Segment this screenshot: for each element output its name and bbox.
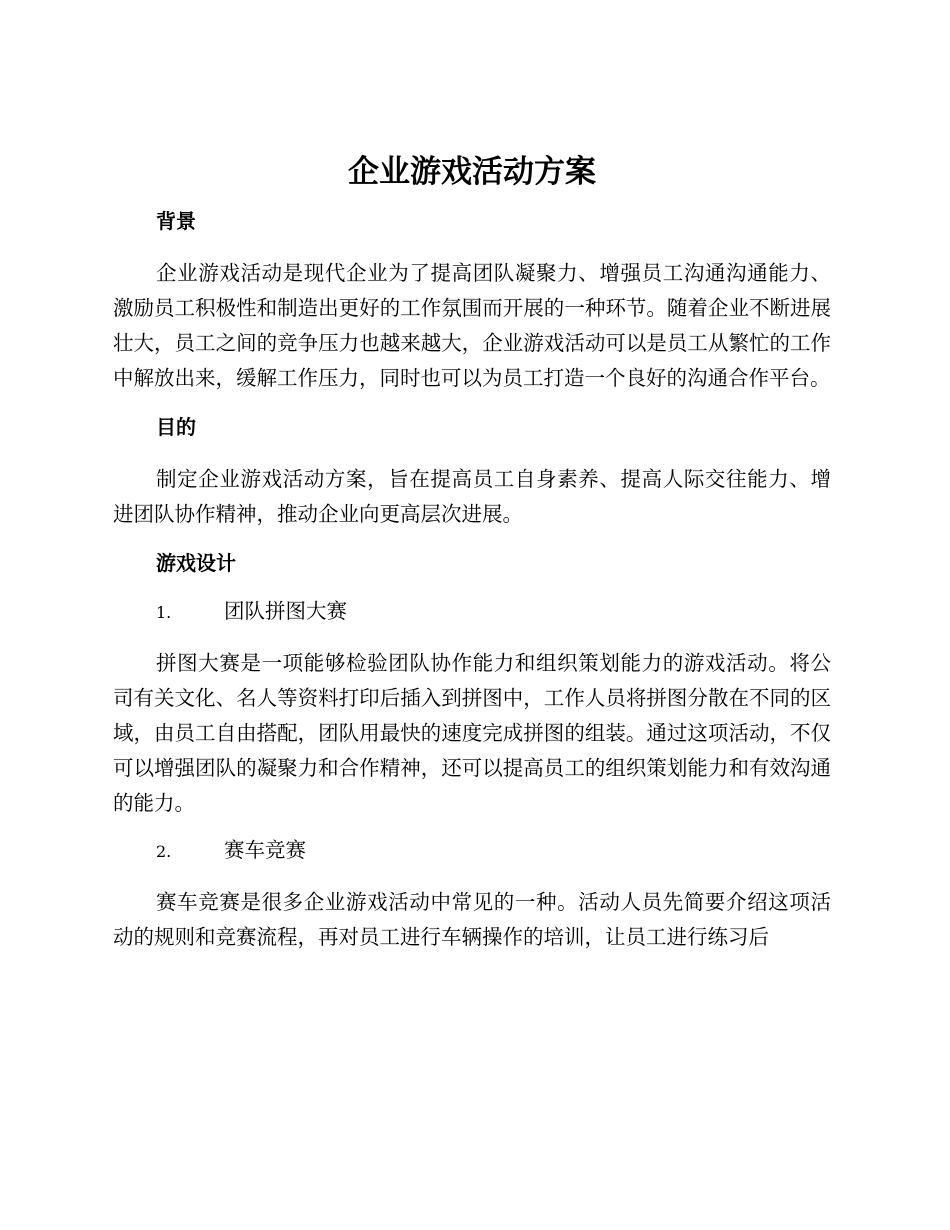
team-puzzle-paragraph: 拼图大赛是一项能够检验团队协作能力和组织策划能力的游戏活动。将公司有关文化、名人等资料打印后插入到拼图中，工作人员将拼图分散在不同的区域，由员工自由搭配，团队用最快的速度完成拼图的组装。通过这项活动，不仅可以增强团队的凝聚力和合作精神，还可以提高员工的组织策划能力和有效沟通的能力。 — [113, 651, 831, 815]
list-item-team-puzzle — [113, 596, 831, 628]
section-heading-purpose: 目的 — [156, 415, 196, 439]
document-body — [113, 150, 831, 955]
purpose-paragraph: 制定企业游戏活动方案，旨在提高员工自身素养、提高人际交往能力、增进团队协作精神，推动企业向更高层次进展。 — [113, 467, 831, 526]
list-number: 1. — [156, 603, 172, 622]
document-title: 企业游戏活动方案 — [348, 154, 596, 190]
list-item-title: 赛车竞赛 — [224, 838, 306, 862]
racing-paragraph: 赛车竞赛是很多企业游戏活动中常见的一种。活动人员先简要介绍这项活动的规则和竞赛流程，再对员工进行车辆操作的培训，让员工进行练习后 — [113, 890, 831, 949]
list-number: 2. — [156, 842, 172, 861]
section-heading-background: 背景 — [156, 209, 196, 233]
list-item-racing — [113, 835, 831, 867]
list-item-title: 团队拼图大赛 — [224, 599, 347, 623]
background-paragraph: 企业游戏活动是现代企业为了提高团队凝聚力、增强员工沟通沟通能力、激励员工积极性和制造出更好的工作氛围而开展的一种环节。随着企业不断进展壮大，员工之间的竞争压力也越来越大，企业游戏活动可以是员工从繁忙的工作中解放出来，缓解工作压力，同时也可以为员工打造一个良好的沟通合作平台。 — [113, 261, 831, 390]
section-heading-game-design: 游戏设计 — [156, 551, 236, 575]
